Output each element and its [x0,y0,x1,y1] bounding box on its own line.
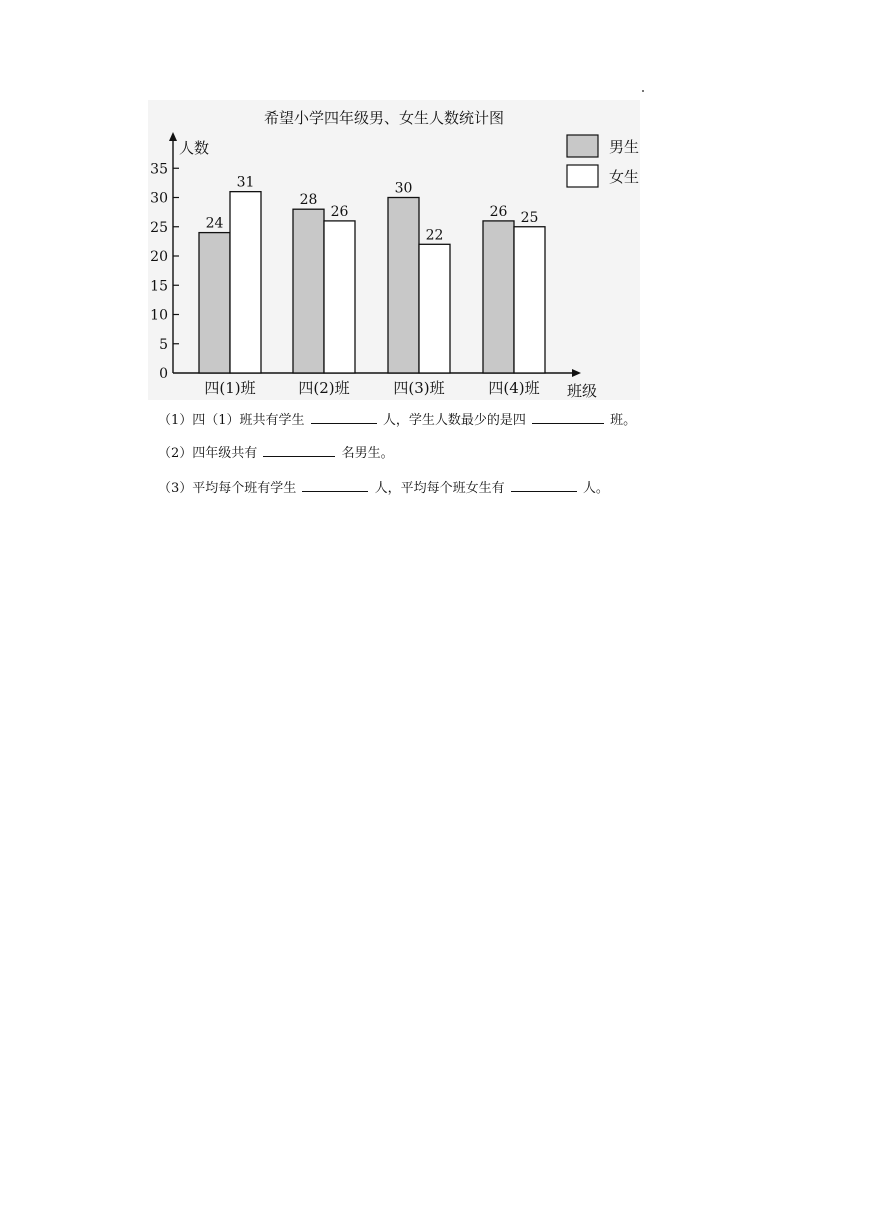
x-axis-label: 班级 [567,382,598,400]
y-tick-label-25: 25 [150,219,168,236]
bar-value-label: 24 [205,215,224,232]
bar-2-boys [293,209,324,373]
question-1-suffix: 班。 [610,413,637,428]
x-tick-label-2: 四(2)班 [298,379,350,397]
y-tick-label-5: 5 [159,336,168,353]
x-axis-arrow [572,369,581,377]
bar-value-label: 26 [489,203,508,220]
bar-value-label: 28 [299,192,318,209]
bar-4-girls [514,227,545,373]
question-2 [158,442,394,463]
bar-chart [148,100,640,400]
x-tick-label-4: 四(4)班 [488,379,540,397]
bar-1-girls [230,192,261,373]
answer-blank-1a[interactable] [311,409,377,424]
y-axis-label: 人数 [179,139,210,157]
question-2-suffix: 名男生。 [341,446,394,461]
bar-value-label: 30 [394,180,413,197]
question-3-middle: 人，平均每个班女生有 [374,481,505,496]
bar-2-girls [324,221,355,373]
question-3-suffix: 人。 [582,481,609,496]
question-2-prefix: （2）四年级共有 [158,446,258,461]
y-tick-label-0: 0 [159,366,168,382]
y-axis-arrow [169,132,177,141]
bar-3-boys [388,198,419,374]
answer-blank-3b[interactable] [511,477,577,492]
chart-canvas [148,100,640,400]
bar-value-label: 31 [236,174,255,191]
legend-swatch-girls [567,165,598,187]
y-tick-label-35: 35 [150,161,168,178]
legend-label-girls: 女生 [609,168,640,186]
question-3 [158,477,609,498]
legend-label-boys: 男生 [609,138,640,156]
bar-1-boys [199,233,230,373]
corner-dot [642,90,644,92]
bar-value-label: 26 [330,203,349,220]
x-tick-label-3: 四(3)班 [393,379,445,397]
answer-blank-1b[interactable] [532,409,604,424]
question-1-prefix: （1）四（1）班共有学生 [158,413,305,428]
question-3-prefix: （3）平均每个班有学生 [158,481,297,496]
y-tick-label-15: 15 [150,278,168,295]
chart-title: 希望小学四年级男、女生人数统计图 [263,109,505,127]
question-1-middle: 人，学生人数最少的是四 [382,413,526,428]
legend-swatch-boys [567,135,598,157]
bar-4-boys [483,221,514,373]
bar-value-label: 25 [520,209,539,226]
bar-3-girls [419,244,450,373]
y-tick-label-20: 20 [150,249,168,265]
x-tick-label-1: 四(1)班 [204,379,256,397]
y-tick-label-30: 30 [150,190,168,207]
answer-blank-2[interactable] [263,442,335,457]
y-tick-label-10: 10 [150,307,168,324]
bar-value-label: 22 [425,227,444,244]
question-1 [158,409,636,430]
answer-blank-3a[interactable] [302,477,368,492]
